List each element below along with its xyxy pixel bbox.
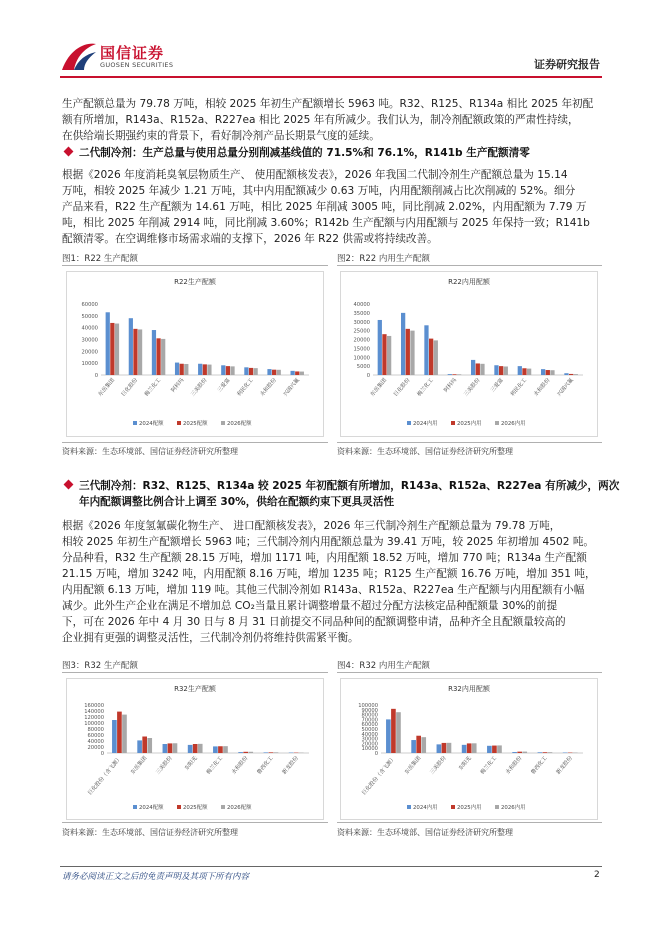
legend-label: 2026内用: [501, 421, 526, 427]
bar: [277, 370, 281, 375]
bar: [213, 746, 218, 753]
bar: [226, 366, 230, 375]
bar: [492, 746, 497, 753]
y-tick-label: 10000: [353, 355, 370, 362]
heading-text: 三代制冷剂：R32、R125、R134a 较 2025 年初配额有所增加，R143a、R152a、R227ea 有所减少，两次: [79, 480, 620, 492]
y-tick-label: 15000: [353, 346, 370, 353]
x-tick-label: 新龙股份: [281, 755, 300, 776]
y-tick-label: 10000: [81, 361, 98, 368]
figure-1-source: 资料来源：生态环境部、国信证券经济研究所整理: [62, 447, 238, 456]
bar: [476, 363, 480, 375]
bar: [494, 365, 498, 375]
x-tick-label: 阿科玛: [170, 377, 186, 394]
bar: [267, 369, 271, 375]
x-tick-label: 梅兰化工: [416, 377, 435, 398]
x-tick-label: 鲁西化工: [256, 755, 275, 776]
x-tick-label: 东阳光: [183, 755, 199, 772]
bar: [411, 740, 416, 753]
legend-label: 2025配额: [183, 421, 208, 427]
x-tick-label: 利民化工: [236, 377, 255, 398]
paragraph-intro: [62, 96, 602, 144]
heading-text: 二代制冷剂：生产总量与使用总量分别削减基线值的 71.5%和 76.1%，R141b 生产配额清零: [79, 147, 530, 159]
text-line: 产品来看，R22 生产配额为 14.61 万吨，相比 2025 年削减 3005 吨，同比削减 2.02%，内用配额为 7.79 万: [62, 201, 587, 213]
bullet-diamond-icon: [64, 480, 74, 490]
bar: [244, 367, 248, 375]
bar: [550, 370, 554, 375]
y-tick-label: 70000: [361, 717, 378, 724]
y-tick-label: 100000: [358, 703, 378, 709]
header-divider: [60, 76, 602, 78]
legend-swatch: [495, 421, 499, 425]
page-number: 2: [594, 870, 600, 880]
bullet-diamond-icon: [64, 147, 74, 157]
y-tick-label: 20000: [81, 349, 98, 356]
bar: [442, 743, 447, 753]
text-line: 根据《2026 年度氢氟碳化物生产、 进口配额核发表》，2026 年三代制冷剂生产配额总量为 79.78 万吨，: [62, 520, 561, 532]
text-line: 减少。此外生产企业在满足不增加总 CO₂当量且累计调整增量不超过分配方法核定品种配额量 30%的前提: [62, 600, 558, 612]
section-heading-third-gen: [62, 478, 620, 510]
bar: [467, 743, 472, 753]
figure-1-caption: 图1：R22 生产配额: [62, 254, 138, 264]
y-tick-label: 140000: [84, 709, 104, 715]
y-tick-label: 0: [374, 751, 378, 757]
y-tick-label: 30000: [353, 319, 370, 326]
bar: [564, 373, 568, 375]
bar: [274, 752, 279, 753]
chart-title: R22生产配额: [174, 278, 216, 286]
bar: [152, 330, 156, 375]
bar: [538, 752, 543, 753]
bar: [527, 369, 531, 375]
bar: [416, 736, 421, 753]
bar: [168, 743, 173, 753]
figure-3-caption: 图3：R32 生产配额: [62, 661, 138, 671]
bar: [421, 737, 426, 753]
bar: [198, 364, 202, 375]
figure-1-rule: [62, 265, 328, 266]
bar: [122, 715, 127, 753]
y-tick-label: 0: [94, 373, 98, 379]
legend-swatch: [451, 421, 455, 425]
figure-4-rule: [337, 672, 602, 673]
logo-english-name: GUOSEN SECURITIES: [100, 61, 174, 69]
figure-4-bottom-rule: [337, 822, 602, 823]
bar: [499, 366, 503, 375]
bar: [243, 752, 248, 753]
x-tick-label: 兴国兴氟: [282, 377, 301, 398]
y-tick-label: 80000: [87, 727, 104, 733]
text-line: 吨，相比 2025 年削减 2914 吨，同比削减 3.60%；R142b 生产配额与内用配额与 2025 年保持一致；R141b: [62, 217, 590, 229]
bar: [541, 369, 545, 375]
y-tick-label: 60000: [87, 733, 104, 739]
company-logo: [60, 40, 210, 78]
x-tick-label: 三美股份: [429, 755, 448, 776]
y-tick-label: 50000: [81, 313, 98, 320]
bar: [129, 318, 133, 375]
x-tick-label: 阿科玛: [443, 377, 459, 394]
bar: [574, 374, 578, 375]
bar: [254, 368, 258, 375]
y-tick-label: 160000: [84, 703, 104, 709]
y-tick-label: 100000: [84, 721, 104, 727]
bar: [472, 743, 477, 753]
legend-label: 2025配额: [183, 805, 208, 811]
text-line: 配额清零。在空调维修市场需求端的支撑下，2026 年 R22 供需或将持续改善。: [62, 233, 438, 245]
x-tick-label: 兴国兴氟: [556, 377, 575, 398]
bar: [387, 336, 391, 375]
x-tick-label: 永和股份: [259, 377, 278, 398]
figure-4-caption: 图4：R32 内用生产配额: [337, 661, 430, 671]
bar: [546, 370, 550, 375]
figure-3-rule: [62, 672, 328, 673]
y-tick-label: 40000: [361, 731, 378, 738]
bar: [447, 743, 452, 753]
legend-swatch: [221, 805, 225, 809]
legend-label: 2026配额: [227, 805, 252, 811]
bar: [437, 744, 442, 753]
x-tick-label: 利民化工: [509, 377, 529, 398]
legend-label: 2025内用: [457, 805, 482, 811]
legend-label: 2026配额: [227, 421, 252, 427]
legend-swatch: [133, 421, 137, 425]
bar: [218, 746, 223, 753]
logo-mark-icon: [60, 40, 98, 74]
chart-title: R32生产配额: [174, 685, 216, 693]
text-line: 内用配额 6.13 万吨，增加 119 吨。其他三代制冷剂如 R143a、R152a、R227ea 生产配额与内用配额有小幅: [62, 584, 585, 596]
text-line: 相较 2025 年初生产配额增长 5963 吨；三代制冷剂内用配额总量为 39.41 万吨，较 2025 年初增加 4502 吨。: [62, 536, 595, 548]
text-line: 根据《2026 年度消耗臭氧层物质生产、 使用配额核发表》，2026 年我国二代制冷剂生产配额总量为 15.14: [62, 169, 568, 181]
legend-label: 2024内用: [413, 421, 438, 427]
legend-swatch: [133, 805, 137, 809]
figure-4-source: 资料来源：生态环境部、国信证券经济研究所整理: [337, 828, 513, 837]
figure-3-source: 资料来源：生态环境部、国信证券经济研究所整理: [62, 828, 238, 837]
bar: [173, 743, 178, 753]
bar: [188, 745, 193, 753]
chart-title: R22内用配额: [448, 278, 490, 286]
bar: [462, 745, 467, 753]
y-tick-label: 90000: [361, 707, 378, 714]
bar: [457, 374, 461, 375]
bar: [230, 366, 234, 375]
y-tick-label: 120000: [84, 715, 104, 721]
legend-label: 2024内用: [413, 805, 438, 811]
x-tick-label: 永和股份: [533, 377, 552, 398]
chart-r22-domestic: [340, 271, 598, 437]
report-type-label: 证券研究报告: [534, 58, 600, 71]
legend-swatch: [221, 421, 225, 425]
bar: [248, 752, 253, 753]
x-tick-label: 新龙股份: [555, 755, 574, 776]
bar: [522, 752, 527, 753]
bar: [249, 368, 253, 375]
bar: [221, 365, 225, 375]
bar: [386, 719, 391, 753]
bar: [142, 737, 147, 754]
text-line: 在供给端长期强约束的背景下，看好制冷剂产品长期景气度的延续。: [62, 130, 380, 142]
bar: [115, 324, 119, 375]
logo-name: 国信证券: [100, 44, 165, 62]
x-tick-label: 巨化股份（含飞源）: [87, 755, 124, 797]
figure-1-bottom-rule: [62, 442, 328, 443]
bar: [434, 340, 438, 375]
bar: [203, 364, 207, 375]
bar: [295, 371, 299, 375]
bar: [548, 752, 553, 753]
bar: [138, 329, 142, 375]
disclaimer-note: 请务必阅读正文之后的免责声明及其项下所有内容: [62, 872, 250, 882]
bar: [569, 374, 573, 375]
legend-swatch: [177, 421, 181, 425]
y-tick-label: 10000: [361, 746, 378, 753]
text-line: 企业拥有更强的调整灵活性，三代制冷剂仍将维持供需紧平衡。: [62, 632, 359, 644]
bar: [522, 368, 526, 375]
bar: [424, 325, 428, 375]
bar: [223, 746, 228, 753]
y-tick-label: 20000: [361, 741, 378, 748]
x-tick-label: 东阳光: [457, 755, 473, 772]
legend-swatch: [177, 805, 181, 809]
y-tick-label: 25000: [353, 328, 370, 335]
y-tick-label: 40000: [87, 739, 104, 745]
bar: [198, 744, 203, 753]
bar: [378, 320, 382, 375]
footer-divider: [60, 866, 602, 867]
bar: [193, 744, 198, 753]
bar: [291, 371, 295, 375]
bar: [480, 364, 484, 375]
bar: [517, 752, 522, 753]
bar: [452, 374, 456, 375]
x-tick-label: 鲁西化工: [530, 755, 549, 776]
x-tick-label: 永和股份: [504, 755, 524, 776]
heading-text: 年内配额调整比例合计上调至 30%，供给在配额约束下更具灵活性: [79, 496, 395, 508]
bar: [518, 366, 522, 375]
x-tick-label: 巨化股份（含飞源）: [361, 755, 398, 797]
bar: [180, 364, 184, 375]
figure-2-bottom-rule: [337, 442, 602, 443]
x-tick-label: 永和股份: [230, 755, 250, 776]
y-tick-label: 20000: [353, 337, 370, 344]
legend-label: 2026内用: [501, 805, 526, 811]
x-tick-label: 三爱富: [216, 377, 232, 394]
y-tick-label: 60000: [361, 722, 378, 729]
bar: [272, 370, 276, 375]
legend-swatch: [407, 805, 411, 809]
figure-2-rule: [337, 265, 602, 266]
legend-label: 2025内用: [457, 421, 482, 427]
y-tick-label: 80000: [361, 712, 378, 719]
x-tick-label: 东岳集团: [403, 755, 423, 776]
y-tick-label: 0: [100, 751, 104, 757]
y-tick-label: 40000: [353, 302, 370, 308]
x-tick-label: 三爱富: [489, 377, 505, 394]
bar: [147, 738, 152, 753]
x-tick-label: 三美股份: [190, 377, 209, 398]
legend-label: 2024配额: [139, 421, 164, 427]
figure-3-bottom-rule: [62, 822, 328, 823]
x-tick-label: 梅兰化工: [479, 755, 499, 776]
x-tick-label: 东岳集团: [97, 377, 117, 398]
bar: [471, 360, 475, 375]
x-tick-label: 三美股份: [155, 755, 174, 776]
bar: [429, 339, 433, 375]
y-tick-label: 0: [366, 373, 370, 379]
text-line: 万吨，相较 2025 年减少 1.21 万吨，其中内用配额减少 0.63 万吨，内用配额削减占比次削减的 52%。细分: [62, 185, 576, 197]
x-tick-label: 巨化股份: [120, 377, 140, 398]
x-tick-label: 东岳集团: [369, 377, 389, 398]
y-tick-label: 30000: [361, 736, 378, 743]
chart-r32-production: [66, 678, 324, 820]
text-line: 分品种看，R32 生产配额 28.15 万吨，增加 1171 吨，内用配额 18.52 万吨，增加 770 吨；R134a 生产配额: [62, 552, 587, 564]
x-tick-label: 三美股份: [463, 377, 482, 398]
bar: [184, 364, 188, 375]
paragraph-second-gen: [62, 167, 602, 247]
bar: [269, 752, 274, 753]
chart-title: R32内用配额: [448, 685, 490, 693]
x-tick-label: 梅兰化工: [143, 377, 163, 398]
y-tick-label: 30000: [81, 337, 98, 344]
figure-2-caption: 图2：R22 内用生产配额: [337, 254, 430, 264]
bar: [504, 366, 508, 375]
x-tick-label: 巨化股份: [393, 377, 412, 398]
bar: [133, 329, 137, 375]
bar: [207, 365, 211, 375]
text-line: 21.15 万吨，增加 3242 吨，内用配额 8.16 万吨，增加 1235 吨；R125 生产配额 16.76 万吨，增加 351 吨，: [62, 568, 596, 580]
x-tick-label: 梅兰化工: [205, 755, 225, 776]
bar: [137, 740, 142, 753]
bar: [406, 329, 410, 375]
y-tick-label: 50000: [361, 727, 378, 733]
bar: [163, 744, 168, 753]
bar: [161, 339, 165, 375]
bar: [106, 312, 110, 375]
bar: [543, 752, 548, 753]
legend-label: 2024配额: [139, 805, 164, 811]
text-line: 额有所增加，R143a、R152a、R227ea 相比 2025 年有所减少。我们认为，制冷剂配额政策的严肃性持续，: [62, 114, 579, 126]
text-line: 下，可在 2026 年中 4 月 30 日与 8 月 31 日前提交不同品种间的配额调整申请，品种齐全且配额量较高的: [62, 616, 566, 628]
bar: [487, 746, 492, 753]
chart-r22-production: [66, 271, 324, 437]
bar: [391, 709, 396, 753]
y-tick-label: 5000: [356, 364, 370, 371]
bar: [497, 745, 502, 753]
y-tick-label: 20000: [87, 745, 104, 751]
paragraph-third-gen: [62, 518, 602, 646]
y-tick-label: 60000: [81, 302, 98, 308]
bar: [238, 752, 243, 753]
bar: [512, 752, 517, 753]
legend-swatch: [451, 805, 455, 809]
legend-swatch: [495, 805, 499, 809]
legend-swatch: [407, 421, 411, 425]
bar: [300, 372, 304, 375]
text-line: 生产配额总量为 79.78 万吨，相较 2025 年初生产配额增长 5963 吨。R32、R125、R134a 相比 2025 年初配: [62, 98, 594, 110]
bar: [401, 313, 405, 375]
bar: [110, 323, 114, 375]
page-header: [0, 0, 662, 80]
y-tick-label: 35000: [353, 310, 370, 317]
bar: [264, 752, 269, 753]
section-heading-second-gen: [62, 145, 602, 161]
bar: [448, 374, 452, 375]
figure-2-source: 资料来源：生态环境部、国信证券经济研究所整理: [337, 447, 513, 456]
y-tick-label: 40000: [81, 325, 98, 332]
chart-r32-domestic: [340, 678, 598, 820]
bar: [175, 363, 179, 375]
bar: [156, 338, 160, 375]
bar: [396, 712, 401, 753]
bar: [117, 712, 122, 753]
bar: [382, 334, 386, 375]
bar: [112, 720, 117, 753]
bar: [410, 331, 414, 375]
x-tick-label: 东岳集团: [129, 755, 149, 776]
